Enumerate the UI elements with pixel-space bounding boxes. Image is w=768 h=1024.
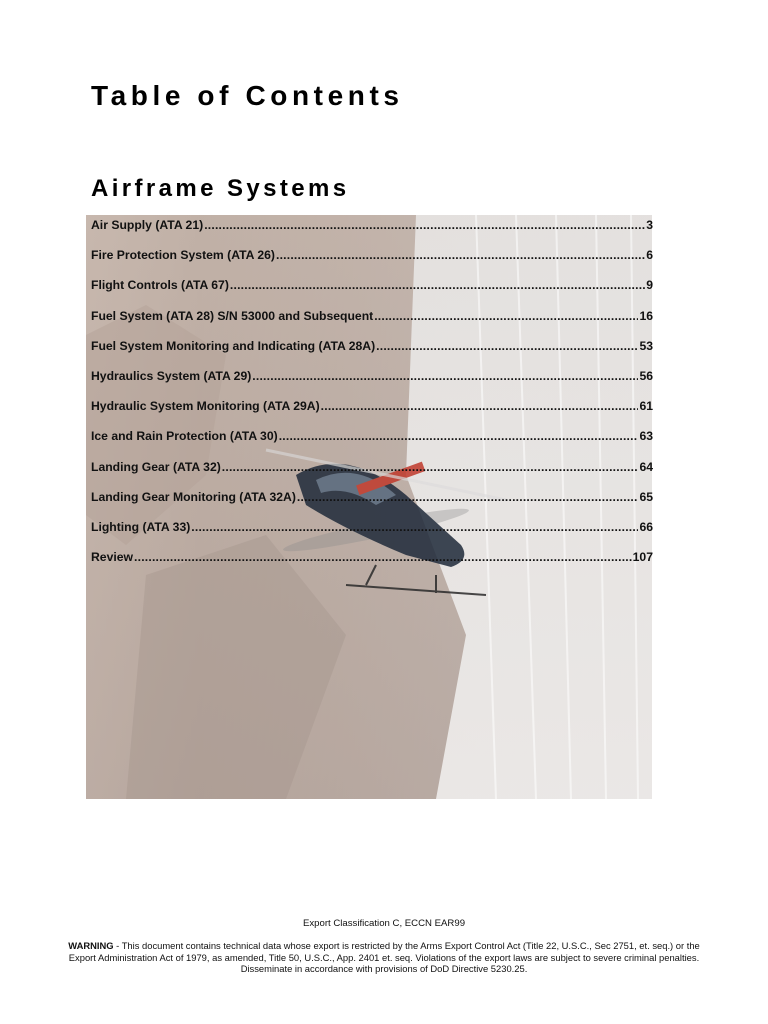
dot-leader <box>321 399 639 413</box>
toc-entry-page: 66 <box>639 519 653 534</box>
toc-entry-label: Fuel System Monitoring and Indicating (ATA 28A) <box>91 338 376 353</box>
dot-leader <box>134 550 632 564</box>
export-classification: Export Classification C, ECCN EAR99 <box>302 918 466 929</box>
toc-entry-label: Fire Protection System (ATA 26) <box>91 248 275 263</box>
toc-entry-fuel-monitoring[interactable] <box>91 339 653 369</box>
export-warning <box>60 940 708 975</box>
toc-entry-hydraulics-system[interactable] <box>91 369 653 399</box>
toc-entry-ice-rain-protection[interactable] <box>91 429 653 459</box>
toc-entry-review[interactable] <box>91 550 653 580</box>
toc-entry-label: Landing Gear Monitoring (ATA 32A) <box>91 489 296 504</box>
toc-entry-page: 3 <box>646 218 653 232</box>
section-title: Airframe Systems <box>91 175 350 202</box>
toc-entry-page: 65 <box>639 489 653 504</box>
toc-entry-page: 107 <box>632 550 653 565</box>
toc-entry-label: Air Supply (ATA 21) <box>91 218 204 232</box>
toc-entry-air-supply[interactable] <box>91 218 653 248</box>
toc-entry-landing-gear-monitoring[interactable] <box>91 490 653 520</box>
toc-entry-fire-protection[interactable] <box>91 248 653 278</box>
dot-leader <box>374 309 638 323</box>
toc-entry-page: 6 <box>646 248 653 263</box>
toc-entry-label: Landing Gear (ATA 32) <box>91 459 221 474</box>
toc-entry-page: 9 <box>646 278 653 293</box>
toc-entry-label: Lighting (ATA 33) <box>91 519 191 534</box>
dot-leader <box>204 218 645 232</box>
dot-leader <box>297 490 639 504</box>
toc-entry-label: Hydraulic System Monitoring (ATA 29A) <box>91 399 320 414</box>
dot-leader <box>276 248 645 262</box>
dot-leader <box>191 520 638 534</box>
toc-entry-label: Fuel System (ATA 28) S/N 53000 and Subsequent <box>91 308 374 323</box>
dot-leader <box>376 339 638 353</box>
toc-entry-label: Hydraulics System (ATA 29) <box>91 368 252 383</box>
dot-leader <box>252 369 638 383</box>
toc-entry-hydraulic-monitoring[interactable] <box>91 399 653 429</box>
toc-entry-page: 61 <box>639 399 653 414</box>
table-of-contents-list <box>91 218 653 580</box>
toc-entry-page: 64 <box>639 459 653 474</box>
toc-entry-label: Review <box>91 550 134 565</box>
toc-entry-page: 63 <box>639 429 653 444</box>
toc-entry-label: Ice and Rain Protection (ATA 30) <box>91 429 278 444</box>
toc-entry-fuel-system[interactable] <box>91 309 653 339</box>
toc-entry-page: 16 <box>639 308 653 323</box>
warning-text: - This document contains technical data whose export is restricted by the Arms Export Control Act (Title 22, U.S.C., Sec 2751, et. seq.) or the Export Administration Act of 1979, as amended, Title 50, U.S.C., App. 2401 et. seq. Violations of the export laws are subject to severe criminal penalties. Disseminate in accordance with provisions of DoD Directive 5230.25. <box>68 940 700 974</box>
page-title: Table of Contents <box>91 80 404 111</box>
dot-leader <box>222 460 639 474</box>
dot-leader <box>230 278 645 292</box>
toc-entry-landing-gear[interactable] <box>91 460 653 490</box>
toc-entry-lighting[interactable] <box>91 520 653 550</box>
warning-label: WARNING <box>68 940 114 951</box>
toc-entry-page: 53 <box>639 338 653 353</box>
toc-entry-label: Flight Controls (ATA 67) <box>91 278 229 293</box>
toc-entry-page: 56 <box>639 368 653 383</box>
toc-entry-flight-controls[interactable] <box>91 278 653 308</box>
dot-leader <box>279 429 639 443</box>
